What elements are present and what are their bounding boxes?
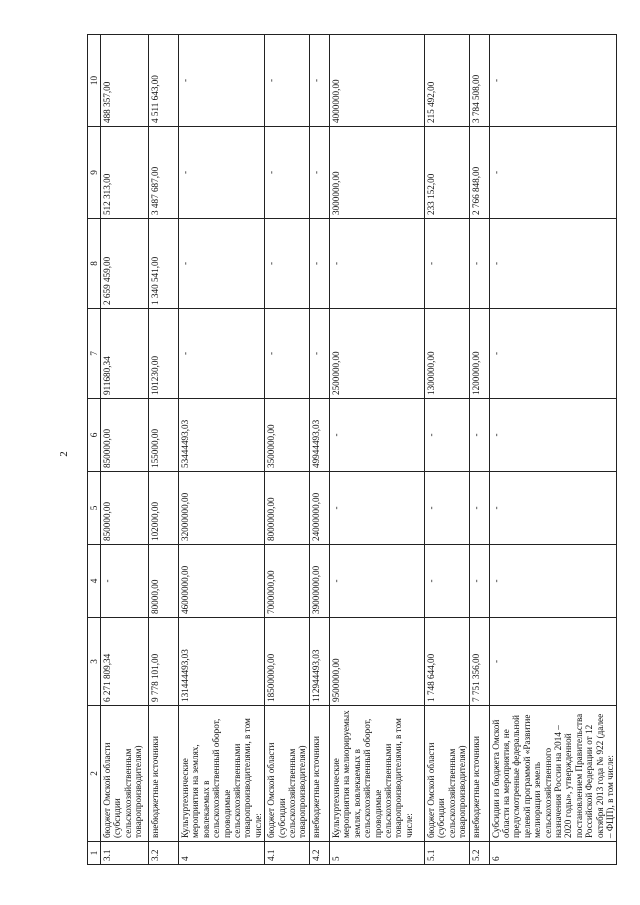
table-cell: 2 766 848,00 bbox=[469, 127, 489, 219]
table-row bbox=[309, 35, 329, 865]
table-cell: 2 659 459,00 bbox=[101, 219, 149, 309]
table-cell: 850000,00 bbox=[101, 472, 149, 545]
table-cell: 2500000,00 bbox=[329, 309, 424, 399]
row-label: внебюджетные источники bbox=[149, 706, 179, 842]
table-row bbox=[489, 35, 617, 865]
table-cell: 4 511 643,00 bbox=[149, 35, 179, 127]
table-cell: - bbox=[424, 219, 469, 309]
header-cell: 2 bbox=[88, 706, 101, 842]
table-cell: - bbox=[309, 35, 329, 127]
table-cell: - bbox=[469, 399, 489, 472]
page-number: 2 bbox=[58, 451, 70, 457]
table-cell: 911680,34 bbox=[101, 309, 149, 399]
table-row bbox=[265, 35, 310, 865]
table-cell: 488 357,00 bbox=[101, 35, 149, 127]
table-cell: 80000,00 bbox=[149, 545, 179, 618]
table-cell: - bbox=[489, 618, 617, 706]
table-cell: 32000000,00 bbox=[179, 472, 265, 545]
table-row bbox=[329, 35, 424, 865]
header-cell: 6 bbox=[88, 399, 101, 472]
rotated-table-container bbox=[87, 35, 615, 865]
table-cell: 7 751 356,00 bbox=[469, 618, 489, 706]
table-cell: - bbox=[265, 309, 310, 399]
header-cell: 8 bbox=[88, 219, 101, 309]
header-cell: 5 bbox=[88, 472, 101, 545]
table-cell: - bbox=[309, 219, 329, 309]
table-cell: - bbox=[489, 545, 617, 618]
header-cell: 3 bbox=[88, 618, 101, 706]
table-cell: - bbox=[489, 35, 617, 127]
header-cell: 4 bbox=[88, 545, 101, 618]
table-cell: - bbox=[101, 545, 149, 618]
table-cell: - bbox=[424, 545, 469, 618]
table-cell: 101230,00 bbox=[149, 309, 179, 399]
table-cell: - bbox=[179, 309, 265, 399]
table-cell: - bbox=[265, 127, 310, 219]
table-cell: - bbox=[265, 35, 310, 127]
table-row bbox=[424, 35, 469, 865]
table-row bbox=[469, 35, 489, 865]
table-cell: 850000,00 bbox=[101, 399, 149, 472]
table-cell: 3000000,00 bbox=[329, 127, 424, 219]
table-cell: - bbox=[329, 545, 424, 618]
table-cell: 3 487 687,00 bbox=[149, 127, 179, 219]
table-cell: - bbox=[489, 219, 617, 309]
table-cell: 9 778 101,00 bbox=[149, 618, 179, 706]
table-cell: - bbox=[489, 472, 617, 545]
table-cell: 155000,00 bbox=[149, 399, 179, 472]
row-number: 3.2 bbox=[149, 842, 179, 865]
header-cell: 10 bbox=[88, 35, 101, 127]
table-cell: - bbox=[489, 309, 617, 399]
table-row bbox=[101, 35, 149, 865]
table-cell: 512 313,00 bbox=[101, 127, 149, 219]
table-cell: 1 340 541,00 bbox=[149, 219, 179, 309]
header-cell: 7 bbox=[88, 309, 101, 399]
row-label: внебюджетные источники bbox=[309, 706, 329, 842]
table-cell: - bbox=[265, 219, 310, 309]
table-cell: 39000000,00 bbox=[309, 545, 329, 618]
table-cell: 49944493,03 bbox=[309, 399, 329, 472]
header-cell: 1 bbox=[88, 842, 101, 865]
table-cell: - bbox=[489, 127, 617, 219]
row-label: бюджет Омской области (субсидии сельскохозяйственным товаропроизводителям) bbox=[101, 706, 149, 842]
header-row bbox=[88, 35, 101, 865]
row-label: Культуртехнические мероприятия на мелиорируемых землях, вовлекаемых в сельскохозяйственный оборот, проводимые сельскохозяйственными товаропроизводителями, в том числе: bbox=[329, 706, 424, 842]
header-cell: 9 bbox=[88, 127, 101, 219]
table-cell: - bbox=[179, 219, 265, 309]
row-number: 5.1 bbox=[424, 842, 469, 865]
table-cell: - bbox=[329, 399, 424, 472]
table-cell: 102000,00 bbox=[149, 472, 179, 545]
table-row bbox=[149, 35, 179, 865]
table-cell: - bbox=[309, 127, 329, 219]
table-cell: 7000000,00 bbox=[265, 545, 310, 618]
table-cell: 131444493,03 bbox=[179, 618, 265, 706]
table-cell: 1300000,00 bbox=[424, 309, 469, 399]
table-cell: 24000000,00 bbox=[309, 472, 329, 545]
table-row bbox=[179, 35, 265, 865]
table-cell: 1200000,00 bbox=[469, 309, 489, 399]
table-cell: 8000000,00 bbox=[265, 472, 310, 545]
row-number: 4.1 bbox=[265, 842, 310, 865]
table-cell: 3500000,00 bbox=[265, 399, 310, 472]
table-cell: 18500000,00 bbox=[265, 618, 310, 706]
table-cell: 53444493,03 bbox=[179, 399, 265, 472]
row-number: 4.2 bbox=[309, 842, 329, 865]
table-cell: 1 748 644,00 bbox=[424, 618, 469, 706]
row-label: бюджет Омской области (субсидии сельскохозяйственным товаропроизводителям) bbox=[265, 706, 310, 842]
row-label: Культуртехнические мероприятия на землях, вовлекаемых в сельскохозяйственный оборот, проводимые сельскохозяйственными товаропроизводителями, в том числе: bbox=[179, 706, 265, 842]
table-cell: - bbox=[179, 127, 265, 219]
row-number: 6 bbox=[489, 842, 617, 865]
table-cell: 6 271 809,34 bbox=[101, 618, 149, 706]
table-cell: 4000000,00 bbox=[329, 35, 424, 127]
table-cell: - bbox=[469, 219, 489, 309]
table-cell: - bbox=[469, 545, 489, 618]
table-cell: - bbox=[424, 399, 469, 472]
table-cell: 233 152,00 bbox=[424, 127, 469, 219]
table-cell: - bbox=[309, 309, 329, 399]
financing-table bbox=[87, 34, 617, 865]
row-number: 3.1 bbox=[101, 842, 149, 865]
table-cell: - bbox=[424, 472, 469, 545]
row-number: 5.2 bbox=[469, 842, 489, 865]
table-cell: - bbox=[489, 399, 617, 472]
table-cell: 46000000,00 bbox=[179, 545, 265, 618]
table-cell: 215 492,00 bbox=[424, 35, 469, 127]
row-label: внебюджетные источники bbox=[469, 706, 489, 842]
table-cell: - bbox=[329, 219, 424, 309]
table-cell: - bbox=[329, 472, 424, 545]
table-cell: 3 784 508,00 bbox=[469, 35, 489, 127]
row-label: Субсидии из бюджета Омской области на мероприятия, не предусмотренные федеральной целевой программой «Развитие мелиорации земель сельскохозяйственного назначения России на 2014 – 2020 годы», утвержденной постановлением Правительства Российской Федерации от 12 октября 2013 года № 922 (далее – ФЦП), в том числе: bbox=[489, 706, 617, 842]
row-number: 4 bbox=[179, 842, 265, 865]
table-cell: 112944493,03 bbox=[309, 618, 329, 706]
table-cell: - bbox=[179, 35, 265, 127]
table-cell: - bbox=[469, 472, 489, 545]
row-label: бюджет Омской области (субсидии сельскохозяйственным товаропроизводителям) bbox=[424, 706, 469, 842]
table-cell: 9500000,00 bbox=[329, 618, 424, 706]
row-number: 5 bbox=[329, 842, 424, 865]
